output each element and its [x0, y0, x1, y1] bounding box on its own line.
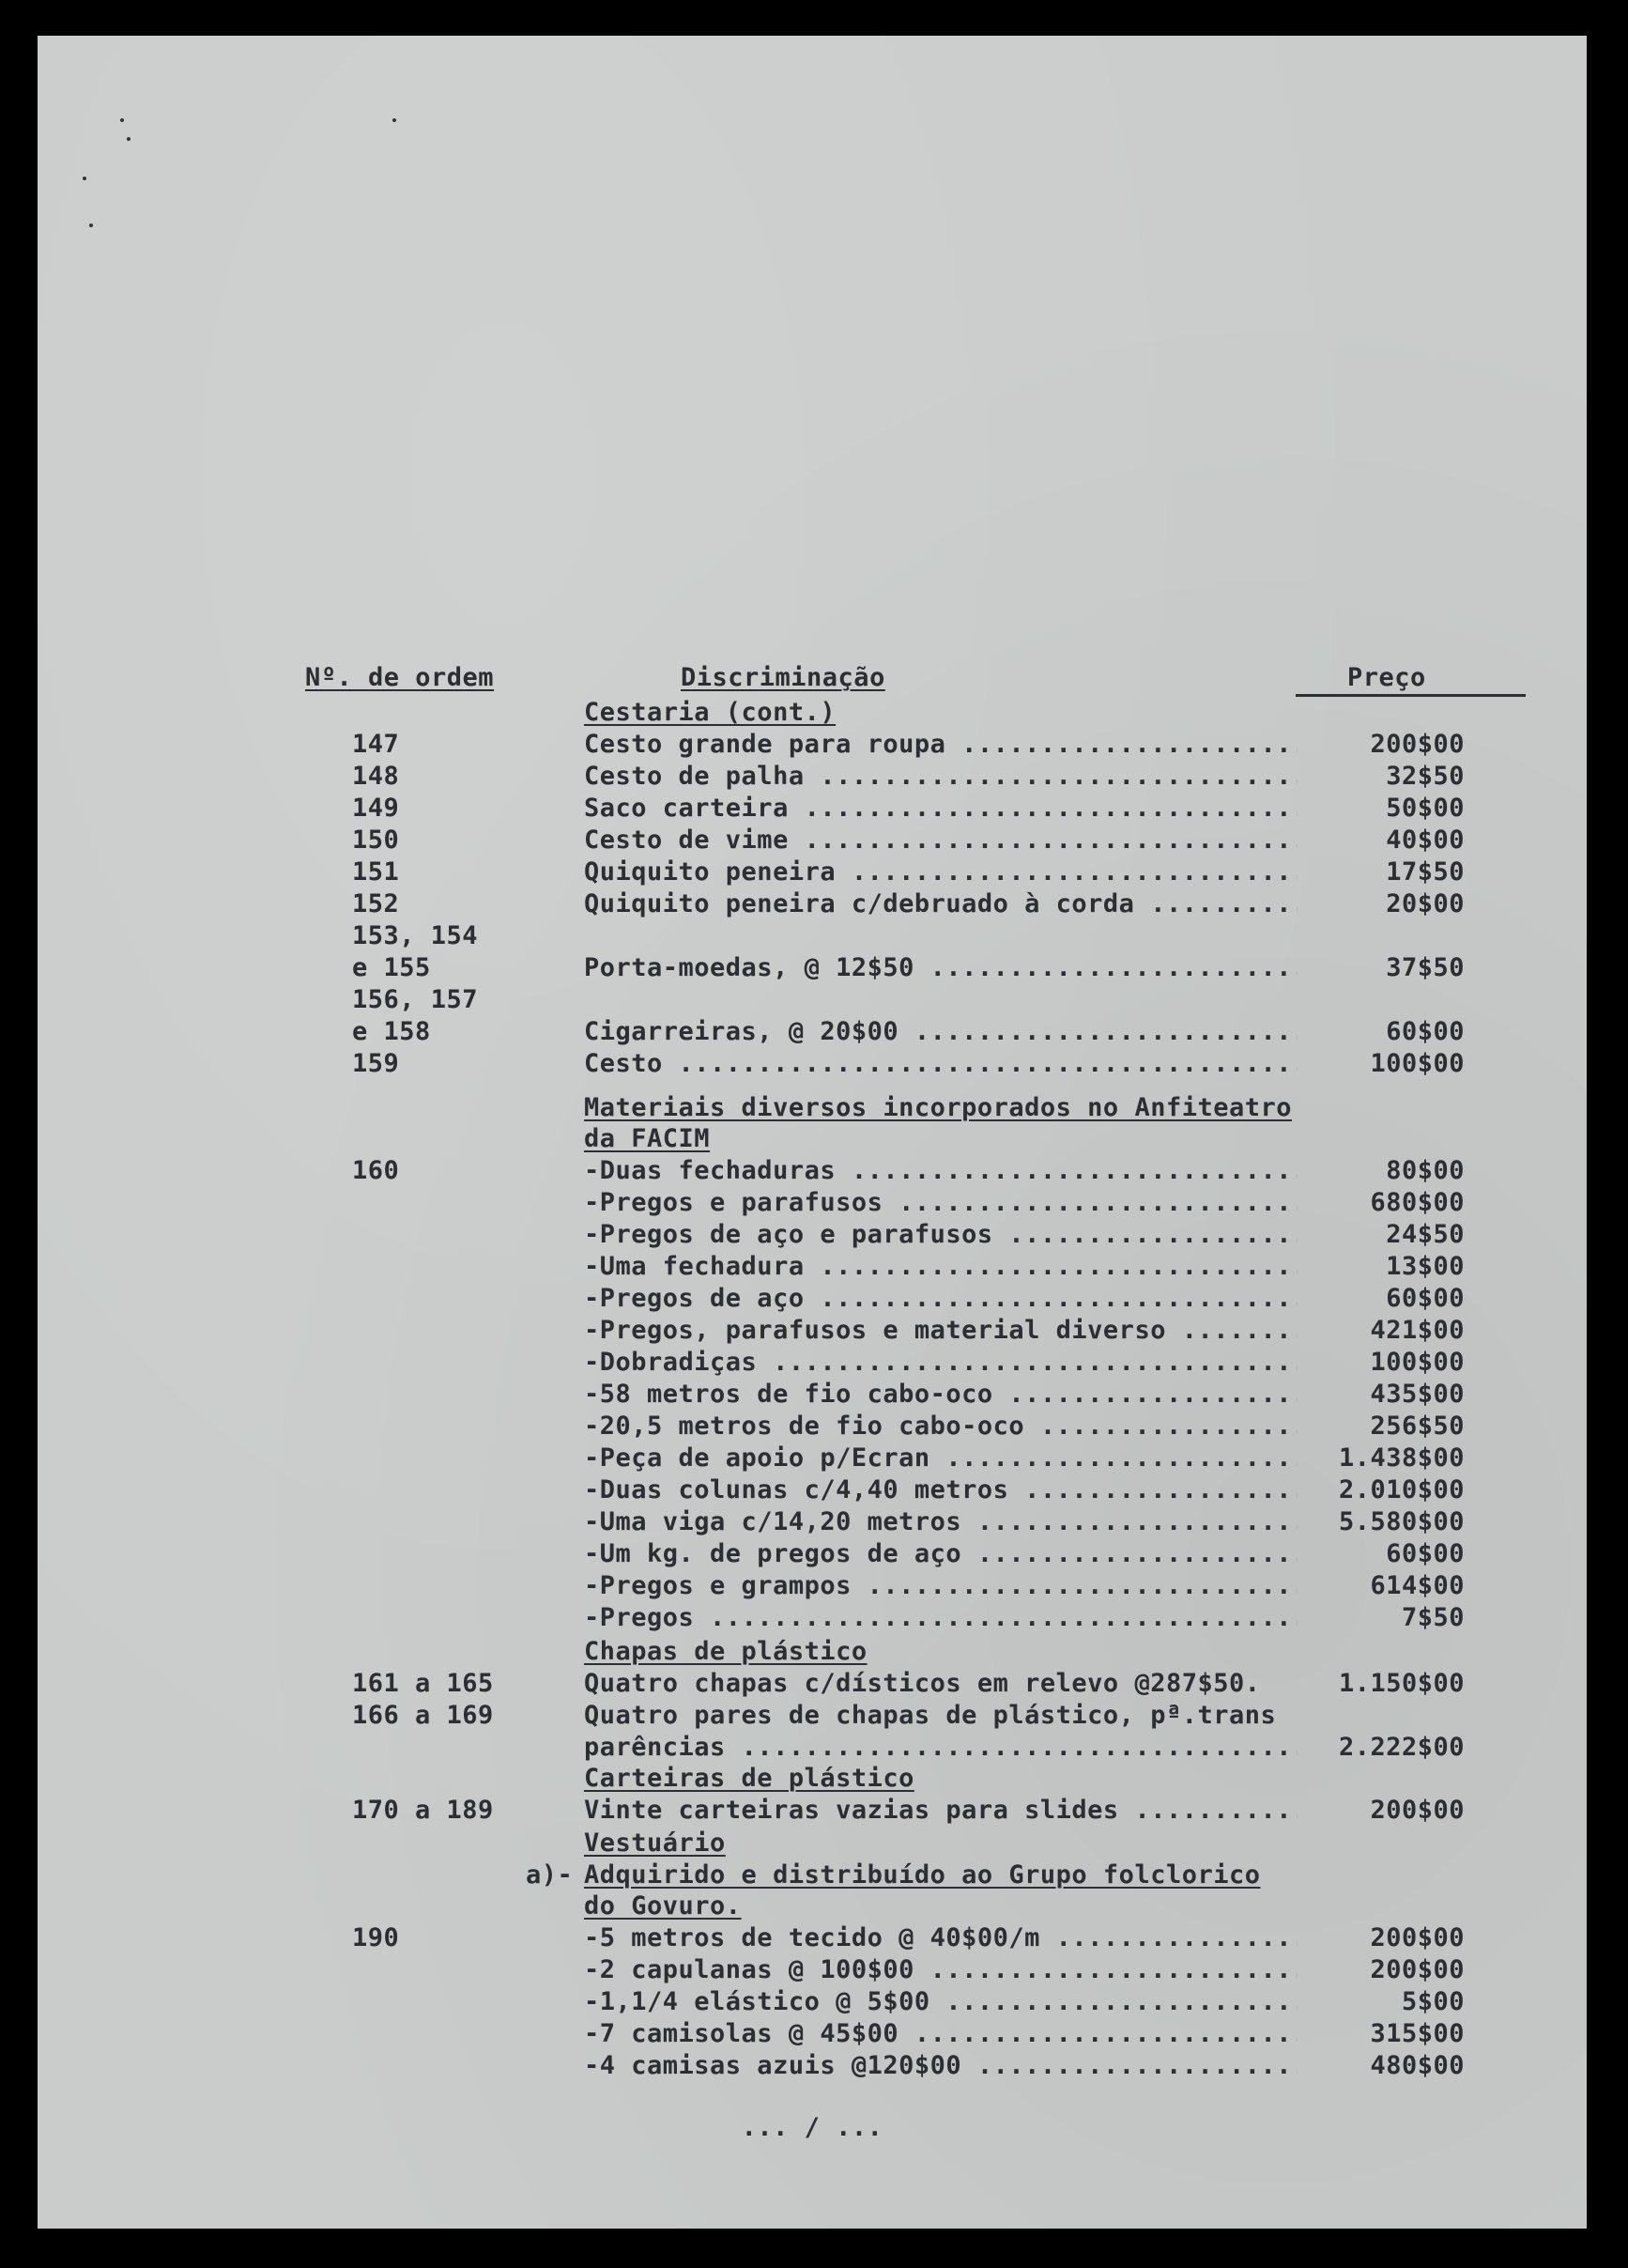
document-body — [38, 36, 1587, 2229]
row-description — [584, 729, 1298, 761]
row-description — [584, 920, 1298, 952]
row-description — [584, 761, 1298, 793]
section-title: Vestuário — [584, 1828, 726, 1858]
row-price: 2.010$00 — [1338, 1475, 1465, 1504]
row-description-text: -7 camisolas @ 45$00 ..... — [584, 2019, 1298, 2048]
row-price: 5$00 — [1401, 1987, 1465, 2016]
row-description-text: -20,5 metros de fio cabo-oco ..... — [584, 1412, 1298, 1441]
document-page — [38, 36, 1587, 2229]
row-order-number — [352, 1283, 568, 1315]
row-price: 100$00 — [1370, 1348, 1465, 1377]
row-description-text: -Pregos e parafusos ..... — [584, 1188, 1298, 1217]
row-description — [584, 1443, 1298, 1474]
row-price: 315$00 — [1370, 2019, 1465, 2048]
row-description — [584, 1251, 1298, 1283]
row-order-number — [352, 2050, 568, 2082]
row-price: 200$00 — [1370, 1955, 1465, 1984]
row-description — [584, 1732, 1298, 1764]
row-order-number — [352, 1251, 568, 1283]
row-description — [584, 1048, 1298, 1080]
row-order-number — [352, 1602, 568, 1634]
row-price: 200$00 — [1370, 1923, 1465, 1952]
row-description-text: -2 capulanas @ 100$00 ..... — [584, 1955, 1298, 1984]
row-description-text: -Peça de apoio p/Ecran ..... — [584, 1443, 1298, 1473]
row-order-number: e 158 — [352, 1017, 431, 1046]
row-price: 7$50 — [1401, 1603, 1465, 1632]
row-description — [584, 1700, 1298, 1732]
row-order-number — [352, 1315, 568, 1347]
row-price: 1.438$00 — [1338, 1443, 1465, 1473]
row-order-number: 159 — [352, 1049, 400, 1078]
row-description-text: -58 metros de fio cabo-oco ..... — [584, 1380, 1298, 1409]
row-price: 50$00 — [1386, 794, 1465, 823]
row-description-text: Quatro pares de chapas de plástico, pª.trans — [584, 1701, 1277, 1730]
row-description-text: -5 metros de tecido @ 40$00/m ..... — [584, 1923, 1298, 1952]
row-price — [1296, 984, 1465, 1016]
row-description — [584, 1016, 1298, 1048]
row-price: 480$00 — [1370, 2051, 1465, 2080]
row-description-text: Quiquito peneira ..... — [584, 857, 1298, 887]
row-order-number: 190 — [352, 1923, 400, 1952]
row-order-number — [352, 1570, 568, 1602]
row-price: 1.150$00 — [1338, 1669, 1465, 1698]
row-description-text: Vinte carteiras vazias para slides ..... — [584, 1796, 1298, 1825]
row-description-text: Cigarreiras, @ 20$00 ..... — [584, 1017, 1298, 1046]
row-order-number — [352, 1411, 568, 1443]
row-order-number: 149 — [352, 794, 400, 823]
row-description — [584, 1474, 1298, 1506]
row-description-text: -Duas colunas c/4,40 metros ..... — [584, 1475, 1298, 1504]
row-order-number — [352, 1954, 568, 1986]
row-order-number: 150 — [352, 825, 400, 855]
row-description-text: parências ..... — [584, 1733, 1298, 1762]
row-description — [584, 1315, 1298, 1347]
row-description-text: -Uma fechadura ..... — [584, 1252, 1298, 1281]
header-order: Nº. de ordem — [305, 663, 495, 692]
row-description-text: -Pregos, parafusos e material diverso ..... — [584, 1316, 1298, 1345]
row-description-text: Cesto de palha ..... — [584, 762, 1298, 791]
row-price: 37$50 — [1386, 953, 1465, 982]
row-order-number — [352, 1443, 568, 1474]
row-description — [584, 1379, 1298, 1411]
row-price: 60$00 — [1386, 1539, 1465, 1568]
row-description — [584, 1922, 1298, 1954]
row-description-text: -Um kg. de pregos de aço ..... — [584, 1539, 1298, 1568]
row-description — [584, 1347, 1298, 1379]
row-description-text: Quatro chapas c/dísticos em relevo @287$50. — [584, 1669, 1261, 1698]
row-order-number — [352, 1187, 568, 1219]
row-description-text: Saco carteira ..... — [584, 794, 1298, 823]
row-order-number — [352, 1347, 568, 1379]
row-order-number: 166 a 169 — [352, 1701, 494, 1730]
row-order-number — [352, 1986, 568, 2018]
row-price: 40$00 — [1386, 825, 1465, 855]
row-order-number: 156, 157 — [352, 985, 479, 1014]
row-description — [584, 1155, 1298, 1187]
page-continuation: ... / ... — [741, 2113, 883, 2142]
section-title: Chapas de plástico — [584, 1637, 868, 1666]
row-description-text: -Pregos de aço ..... — [584, 1284, 1298, 1313]
row-price: 256$50 — [1370, 1412, 1465, 1441]
row-price: 680$00 — [1370, 1188, 1465, 1217]
row-description-text: -Pregos e grampos ..... — [584, 1571, 1298, 1600]
row-description-text: -Pregos de aço e parafusos ..... — [584, 1220, 1298, 1249]
row-order-number — [352, 1538, 568, 1570]
row-order-number: 152 — [352, 889, 400, 918]
row-order-number — [352, 1219, 568, 1251]
row-price: 17$50 — [1386, 857, 1465, 887]
row-order-number — [352, 1474, 568, 1506]
row-description-text: Cesto ..... — [584, 1049, 1298, 1078]
row-description-text: -1,1/4 elástico @ 5$00 ..... — [584, 1987, 1298, 2016]
row-description — [584, 1411, 1298, 1443]
section-title: Materiais diversos incorporados no Anfiteatro — [584, 1093, 1292, 1122]
row-description-text: Quiquito peneira c/debruado à corda ..... — [584, 889, 1298, 918]
row-price: 200$00 — [1370, 730, 1465, 759]
row-order-number: 170 a 189 — [352, 1796, 494, 1825]
row-order-number — [352, 1506, 568, 1538]
row-description-text: Porta-moedas, @ 12$50 ..... — [584, 953, 1298, 982]
row-order-number: 147 — [352, 730, 400, 759]
row-order-number: 148 — [352, 762, 400, 791]
row-description — [584, 952, 1298, 984]
row-price: 200$00 — [1370, 1796, 1465, 1825]
row-description-text: Cesto de vime ..... — [584, 825, 1298, 855]
row-description — [584, 1668, 1298, 1700]
row-price: 5.580$00 — [1338, 1507, 1465, 1536]
row-price: 2.222$00 — [1338, 1733, 1465, 1762]
row-order-number — [352, 1379, 568, 1411]
row-price: 435$00 — [1370, 1380, 1465, 1409]
row-description — [584, 1602, 1298, 1634]
row-order-number: 161 a 165 — [352, 1669, 494, 1698]
row-order-number — [352, 2018, 568, 2050]
row-description — [584, 1283, 1298, 1315]
row-description — [584, 888, 1298, 920]
row-description-text: Cesto grande para roupa ..... — [584, 730, 1298, 759]
section-title: do Govuro. — [584, 1891, 742, 1921]
row-description-text: -4 camisas azuis @120$00 ..... — [584, 2051, 1298, 2080]
row-description — [584, 1187, 1298, 1219]
row-description — [584, 856, 1298, 888]
row-description — [584, 2050, 1298, 2082]
row-price: 32$50 — [1386, 762, 1465, 791]
row-price: 24$50 — [1386, 1220, 1465, 1249]
row-price — [1296, 1700, 1465, 1732]
row-description — [584, 1506, 1298, 1538]
row-description — [584, 1986, 1298, 2018]
row-price: 60$00 — [1386, 1017, 1465, 1046]
row-price: 100$00 — [1370, 1049, 1465, 1078]
row-price: 60$00 — [1386, 1284, 1465, 1313]
row-description — [584, 825, 1298, 856]
row-description — [584, 793, 1298, 825]
row-order-number: 151 — [352, 857, 400, 887]
section-title: Cestaria (cont.) — [584, 698, 837, 727]
row-price: 80$00 — [1386, 1156, 1465, 1185]
row-order-number: e 155 — [352, 953, 431, 982]
row-description-text: -Uma viga c/14,20 metros ..... — [584, 1507, 1298, 1536]
row-description — [584, 1538, 1298, 1570]
row-order-number — [352, 1732, 568, 1764]
row-price: 421$00 — [1370, 1316, 1465, 1345]
row-description — [584, 2018, 1298, 2050]
row-description-text: -Dobradiças ..... — [584, 1348, 1298, 1377]
section-title: da FACIM — [584, 1124, 711, 1153]
row-order-number: 160 — [352, 1156, 400, 1185]
row-price: 13$00 — [1386, 1252, 1465, 1281]
row-description-text: -Duas fechaduras ..... — [584, 1156, 1298, 1185]
row-description — [584, 1570, 1298, 1602]
row-description — [584, 1219, 1298, 1251]
row-description-text: -Pregos ..... — [584, 1603, 1298, 1632]
list-prefix: a)- — [526, 1860, 574, 1890]
section-title: Carteiras de plástico — [584, 1764, 914, 1793]
row-price: 614$00 — [1370, 1571, 1465, 1600]
header-description: Discriminação — [681, 663, 885, 692]
header-price: Preço — [1296, 663, 1526, 697]
row-description — [584, 1795, 1298, 1827]
section-title: Adquirido e distribuído ao Grupo folclorico — [584, 1860, 1261, 1890]
row-description — [584, 984, 1298, 1016]
row-order-number: 153, 154 — [352, 921, 479, 950]
row-description — [584, 1954, 1298, 1986]
row-price: 20$00 — [1386, 889, 1465, 918]
row-price — [1296, 920, 1465, 952]
